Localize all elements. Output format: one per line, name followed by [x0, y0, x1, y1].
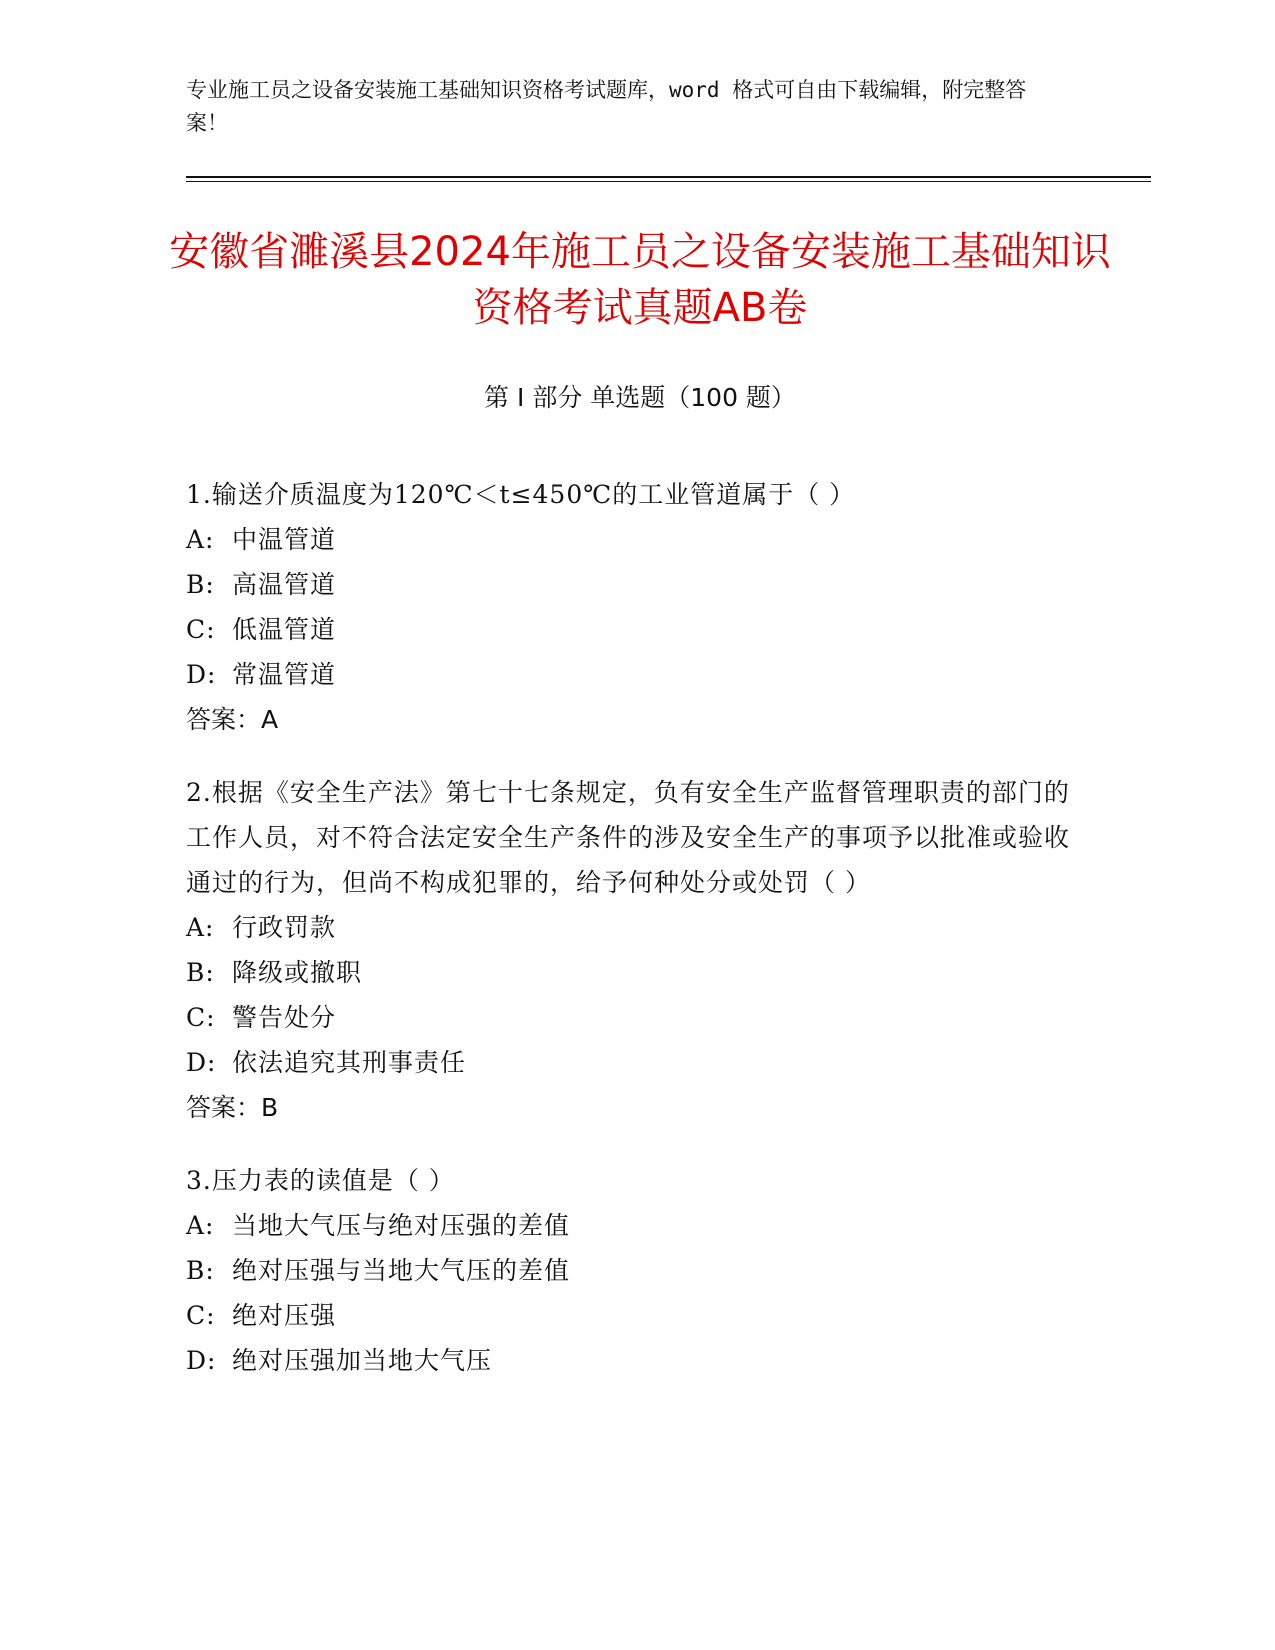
- question-stem: 2.根据《安全生产法》第七十七条规定，负有安全生产监督管理职责的部门的工作人员，对不符合法定安全生产条件的涉及安全生产的事项予以批准或验收通过的行为，但尚不构成犯罪的，给予何种处分或处罚（ ）: [186, 778, 1071, 897]
- option-text: 常温管道: [232, 660, 337, 689]
- question-3: [186, 1158, 1076, 1383]
- option-letter: C:: [186, 1301, 216, 1330]
- option-letter: B:: [186, 570, 215, 599]
- option-text: 警告处分: [232, 1003, 337, 1032]
- option-text: 降级或撤职: [232, 958, 363, 987]
- option-c: [186, 1293, 1076, 1338]
- header-rule-thick: [186, 176, 1151, 178]
- question-stem: 3.压力表的读值是（ ）: [186, 1166, 455, 1195]
- option-letter: A:: [186, 1211, 215, 1240]
- option-text: 当地大气压与绝对压强的差值: [232, 1211, 571, 1240]
- answer-line: 答案：A: [186, 705, 279, 734]
- option-letter: D:: [186, 660, 217, 689]
- option-c: [186, 995, 1076, 1040]
- option-text: 绝对压强加当地大气压: [232, 1346, 493, 1375]
- option-letter: D:: [186, 1048, 217, 1077]
- option-text: 绝对压强与当地大气压的差值: [232, 1256, 571, 1285]
- option-text: 行政罚款: [232, 913, 337, 942]
- option-letter: A:: [186, 525, 215, 554]
- question-stem: 1.输送介质温度为120℃＜t≤450℃的工业管道属于（ ）: [186, 480, 856, 509]
- option-a: [186, 905, 1076, 950]
- option-b: [186, 562, 1076, 607]
- option-letter: D:: [186, 1346, 217, 1375]
- option-text: 高温管道: [232, 570, 337, 599]
- option-letter: B:: [186, 958, 215, 987]
- question-1: [186, 472, 1076, 742]
- option-d: [186, 1040, 1076, 1085]
- option-d: [186, 1338, 1076, 1383]
- option-a: [186, 1203, 1076, 1248]
- section-title: 第 I 部分 单选题（100 题）: [484, 383, 796, 412]
- option-a: [186, 517, 1076, 562]
- question-2: [186, 770, 1076, 1130]
- option-c: [186, 607, 1076, 652]
- option-letter: C:: [186, 1003, 216, 1032]
- option-letter: C:: [186, 615, 216, 644]
- option-letter: B:: [186, 1256, 215, 1285]
- header-rule-thin: [186, 181, 1151, 182]
- header-note: 专业施工员之设备安装施工基础知识资格考试题库，word 格式可自由下载编辑，附完整答案！: [186, 78, 1027, 135]
- question-list: [186, 472, 1076, 1411]
- option-text: 低温管道: [232, 615, 337, 644]
- document-title: 安徽省濉溪县2024年施工员之设备安装施工基础知识资格考试真题AB卷: [169, 229, 1111, 331]
- option-letter: A:: [186, 913, 215, 942]
- option-text: 依法追究其刑事责任: [232, 1048, 467, 1077]
- option-d: [186, 652, 1076, 697]
- option-b: [186, 1248, 1076, 1293]
- answer-line: 答案：B: [186, 1093, 279, 1122]
- option-b: [186, 950, 1076, 995]
- option-text: 绝对压强: [232, 1301, 337, 1330]
- option-text: 中温管道: [232, 525, 337, 554]
